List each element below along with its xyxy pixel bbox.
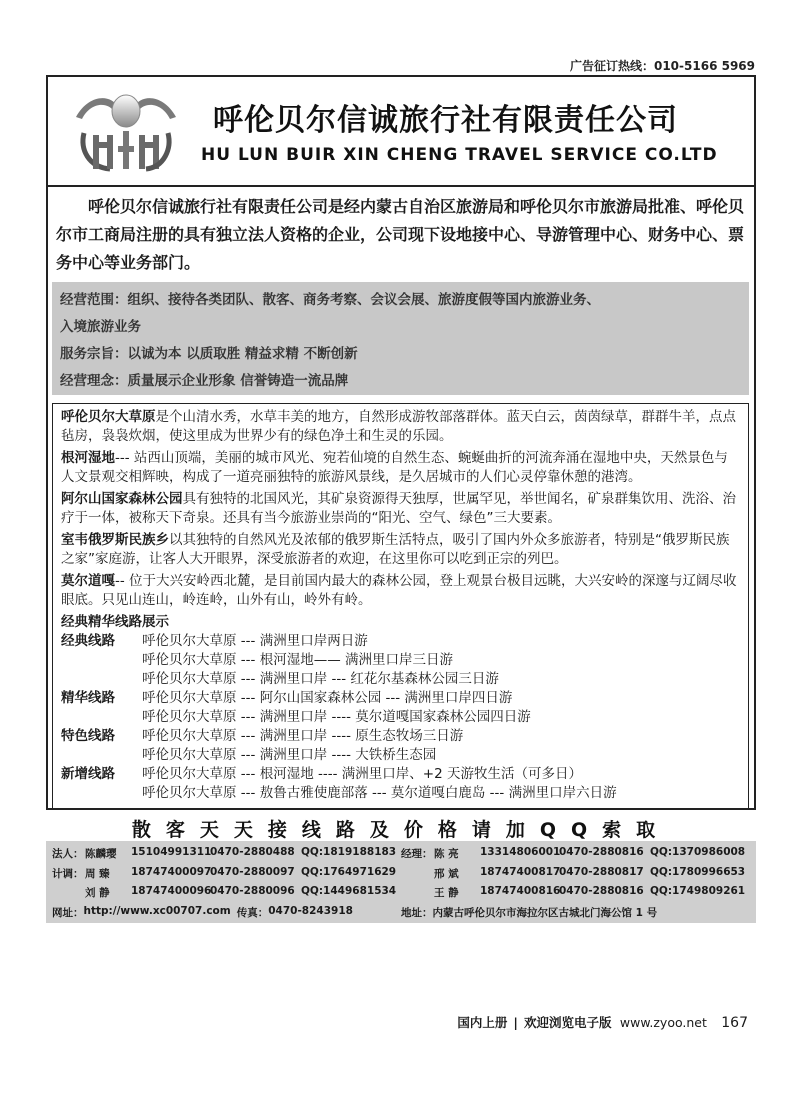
attraction-item [61,531,740,569]
route-group-label [61,708,142,727]
route-row [61,651,740,670]
route-row [61,689,740,708]
route-text: 呼伦贝尔大草原 --- 阿尔山国家森林公园 --- 满洲里口岸四日游 [142,690,513,706]
route-row [61,727,740,746]
website-label: 网址： [52,906,84,919]
page-number: 167 [721,1015,748,1031]
route-group-label: 经典线路 [61,633,115,649]
contact-role [52,885,85,900]
attraction-item [61,490,740,528]
contact-name: 邢 斌 [434,867,459,880]
route-group-label: 新增线路 [61,766,115,782]
attraction-text: -- 位于大兴安岭西北麓，是目前国内最大的森林公园，登上观景台极目远眺，大兴安岭的深邃与辽阔尽收眼底。只见山连山，岭连岭，山外有山，岭外有岭。 [61,573,737,608]
attraction-item [61,408,740,446]
contact-role [401,866,434,881]
contact-entry [401,885,750,900]
contact-row [52,844,750,864]
contact-name: 周 臻 [85,867,110,880]
contact-role [401,885,434,900]
website-info [52,905,401,920]
attraction-text: 以其独特的自然风光及浓郁的俄罗斯生活特点，吸引了国内外众多旅游者，特别是“俄罗斯民族之家”家庭游，让客人大开眼界，深受旅游者的欢迎，在这里你可以吃到正宗的列巴。 [61,532,730,567]
contact-row [52,903,750,923]
business-scope-line: 经营范围：组织、接待各类团队、散客、商务考察、会议会展、旅游度假等国内旅游业务、 [60,292,600,308]
contact-mobile: 18747400097 [131,865,212,878]
route-row [61,784,740,803]
address-label: 地址： [401,906,433,919]
contact-name: 王 静 [434,887,459,900]
route-text: 呼伦贝尔大草原 --- 满洲里口岸 ---- 莫尔道嘎国家森林公园四日游 [142,709,531,725]
contact-entry [401,866,750,881]
contacts-box [46,841,756,923]
business-scope-line: 入境旅游业务 [60,319,141,335]
route-group-label: 精华线路 [61,690,115,706]
footer-url[interactable]: www.zyoo.net [619,1015,707,1030]
address-text: 内蒙古呼伦贝尔市海拉尔区古城北门海公馆 1 号 [432,906,658,919]
contact-mobile: 18747400817 [480,865,561,878]
attraction-name: 根河湿地 [61,450,115,466]
contact-tel: 0470-2880816 [559,885,644,898]
route-text: 呼伦贝尔大草原 --- 满洲里口岸两日游 [142,633,368,649]
contact-mobile: 13314806001 [480,846,561,859]
footer-volume: 国内上册 [457,1015,508,1030]
company-name-en: HU LUN BUIR XIN CHENG TRAVEL SERVICE CO.LTD [201,145,718,165]
route-group-label [61,784,142,803]
company-intro: 呼伦贝尔信诚旅行社有限责任公司是经内蒙古自治区旅游局和呼伦贝尔市旅游局批准、呼伦贝尔市工商局注册的具有独立法人资格的企业，公司现下设地接中心、导游管理中心、财务中心、票务中心等业务部门。 [56,197,745,272]
business-scope-box [52,282,749,395]
route-text: 呼伦贝尔大草原 --- 根河湿地—— 满洲里口岸三日游 [142,652,453,668]
attraction-text: 具有独特的北国风光，其矿泉资源得天独厚，世属罕见，举世闻名，矿泉群集饮用、洗浴、治疗于一体，被称天下奇泉。还具有当今旅游业崇尚的“阳光、空气、绿色”三大要素。 [61,491,736,526]
fax-label: 传真： [236,906,269,919]
contact-name: 陈麟璎 [85,848,117,861]
header-divider [48,185,754,187]
company-name-cn: 呼伦贝尔信诚旅行社有限责任公司 [213,103,678,138]
contact-name: 陈 亮 [434,848,459,861]
attraction-name: 阿尔山国家森林公园 [61,491,183,507]
contact-name: 刘 静 [85,887,110,900]
company-logo-icon [70,89,182,173]
contact-role: 经理： [401,848,433,861]
routes-title: 经典精华线路展示 [61,614,169,630]
contact-qq: QQ:1449681534 [301,885,397,898]
contact-tel: 0470-2880816 [559,846,644,859]
contact-entry [52,846,401,861]
contact-row [52,883,750,903]
contact-mobile: 15104991311 [131,846,212,859]
tagline: 散客天天接线路及价格请加QQ索取 [131,819,671,841]
route-text: 呼伦贝尔大草原 --- 敖鲁古雅使鹿部落 --- 莫尔道嘎白鹿岛 --- 满洲里口岸六日游 [142,785,617,801]
website-link[interactable]: http://www.xc00707.com [83,904,231,917]
route-text: 呼伦贝尔大草原 --- 满洲里口岸 ---- 大铁桥生态园 [142,747,437,763]
contact-tel: 0470-2880097 [210,865,295,878]
route-text: 呼伦贝尔大草原 --- 满洲里口岸 ---- 原生态牧场三日游 [142,728,464,744]
footer-ebook-text: 欢迎浏览电子版 [524,1015,612,1030]
route-row [61,670,740,689]
contact-qq: QQ:1780996653 [650,865,746,878]
attraction-text: 是个山清水秀，水草丰美的地方，自然形成游牧部落群体。蓝天白云，茵茵绿草，群群牛羊，点点毡房，袅袅炊烟，使这里成为世界少有的绿色净土和生灵的乐园。 [61,409,736,444]
contact-tel: 0470-2880817 [559,865,644,878]
route-text: 呼伦贝尔大草原 --- 根河湿地 ---- 满洲里口岸、+2 天游牧生活（可多日） [142,766,582,782]
footer-separator: | [513,1015,518,1030]
contact-qq: QQ:1370986008 [650,846,746,859]
contact-entry [52,866,401,881]
contact-qq: QQ:1749809261 [650,885,746,898]
contact-qq: QQ:1819188183 [301,846,397,859]
attraction-name: 呼伦贝尔大草原 [61,409,156,425]
contact-mobile: 18747400096 [131,885,212,898]
contact-tel: 0470-2880488 [210,846,295,859]
route-row [61,765,740,784]
contact-role: 法人： [52,848,84,861]
fax-number: 0470-8243918 [268,904,353,917]
route-row [61,632,740,651]
route-row [61,708,740,727]
attraction-item [61,449,740,487]
address-info [401,905,750,920]
contact-qq: QQ:1764971629 [301,865,397,878]
attractions-box [52,403,749,810]
contact-row [52,864,750,884]
route-group-label [61,670,142,689]
attraction-name: 室韦俄罗斯民族乡 [61,532,169,548]
contact-entry [52,885,401,900]
attraction-name: 莫尔道嘎 [61,573,115,589]
route-row [61,746,740,765]
ad-hotline: 广告征订热线：010-5166 5969 [569,59,755,73]
service-tenet: 服务宗旨：以诚为本 以质取胜 精益求精 不断创新 [60,346,358,362]
route-text: 呼伦贝尔大草原 --- 满洲里口岸 --- 红花尔基森林公园三日游 [142,671,499,687]
contact-mobile: 18747400816 [480,885,561,898]
contact-tel: 0470-2880096 [210,885,295,898]
attraction-text: --- 站西山顶端，美丽的城市风光、宛若仙境的自然生态、蜿蜒曲折的河流奔涌在湿地中央，天然景色与人文景观交相辉映，构成了一道亮丽独特的旅游风景线，是久居城市的人们心灵停靠休憩的港湾。 [61,450,728,485]
route-group-label [61,651,142,670]
attraction-item [61,572,740,610]
contact-entry [401,846,750,861]
contact-role: 计调： [52,867,84,880]
page-footer [457,1013,748,1031]
business-philosophy: 经营理念：质量展示企业形象 信誉铸造一流品牌 [60,373,349,389]
ad-frame [46,75,756,810]
route-group-label: 特色线路 [61,728,115,744]
route-group-label [61,746,142,765]
